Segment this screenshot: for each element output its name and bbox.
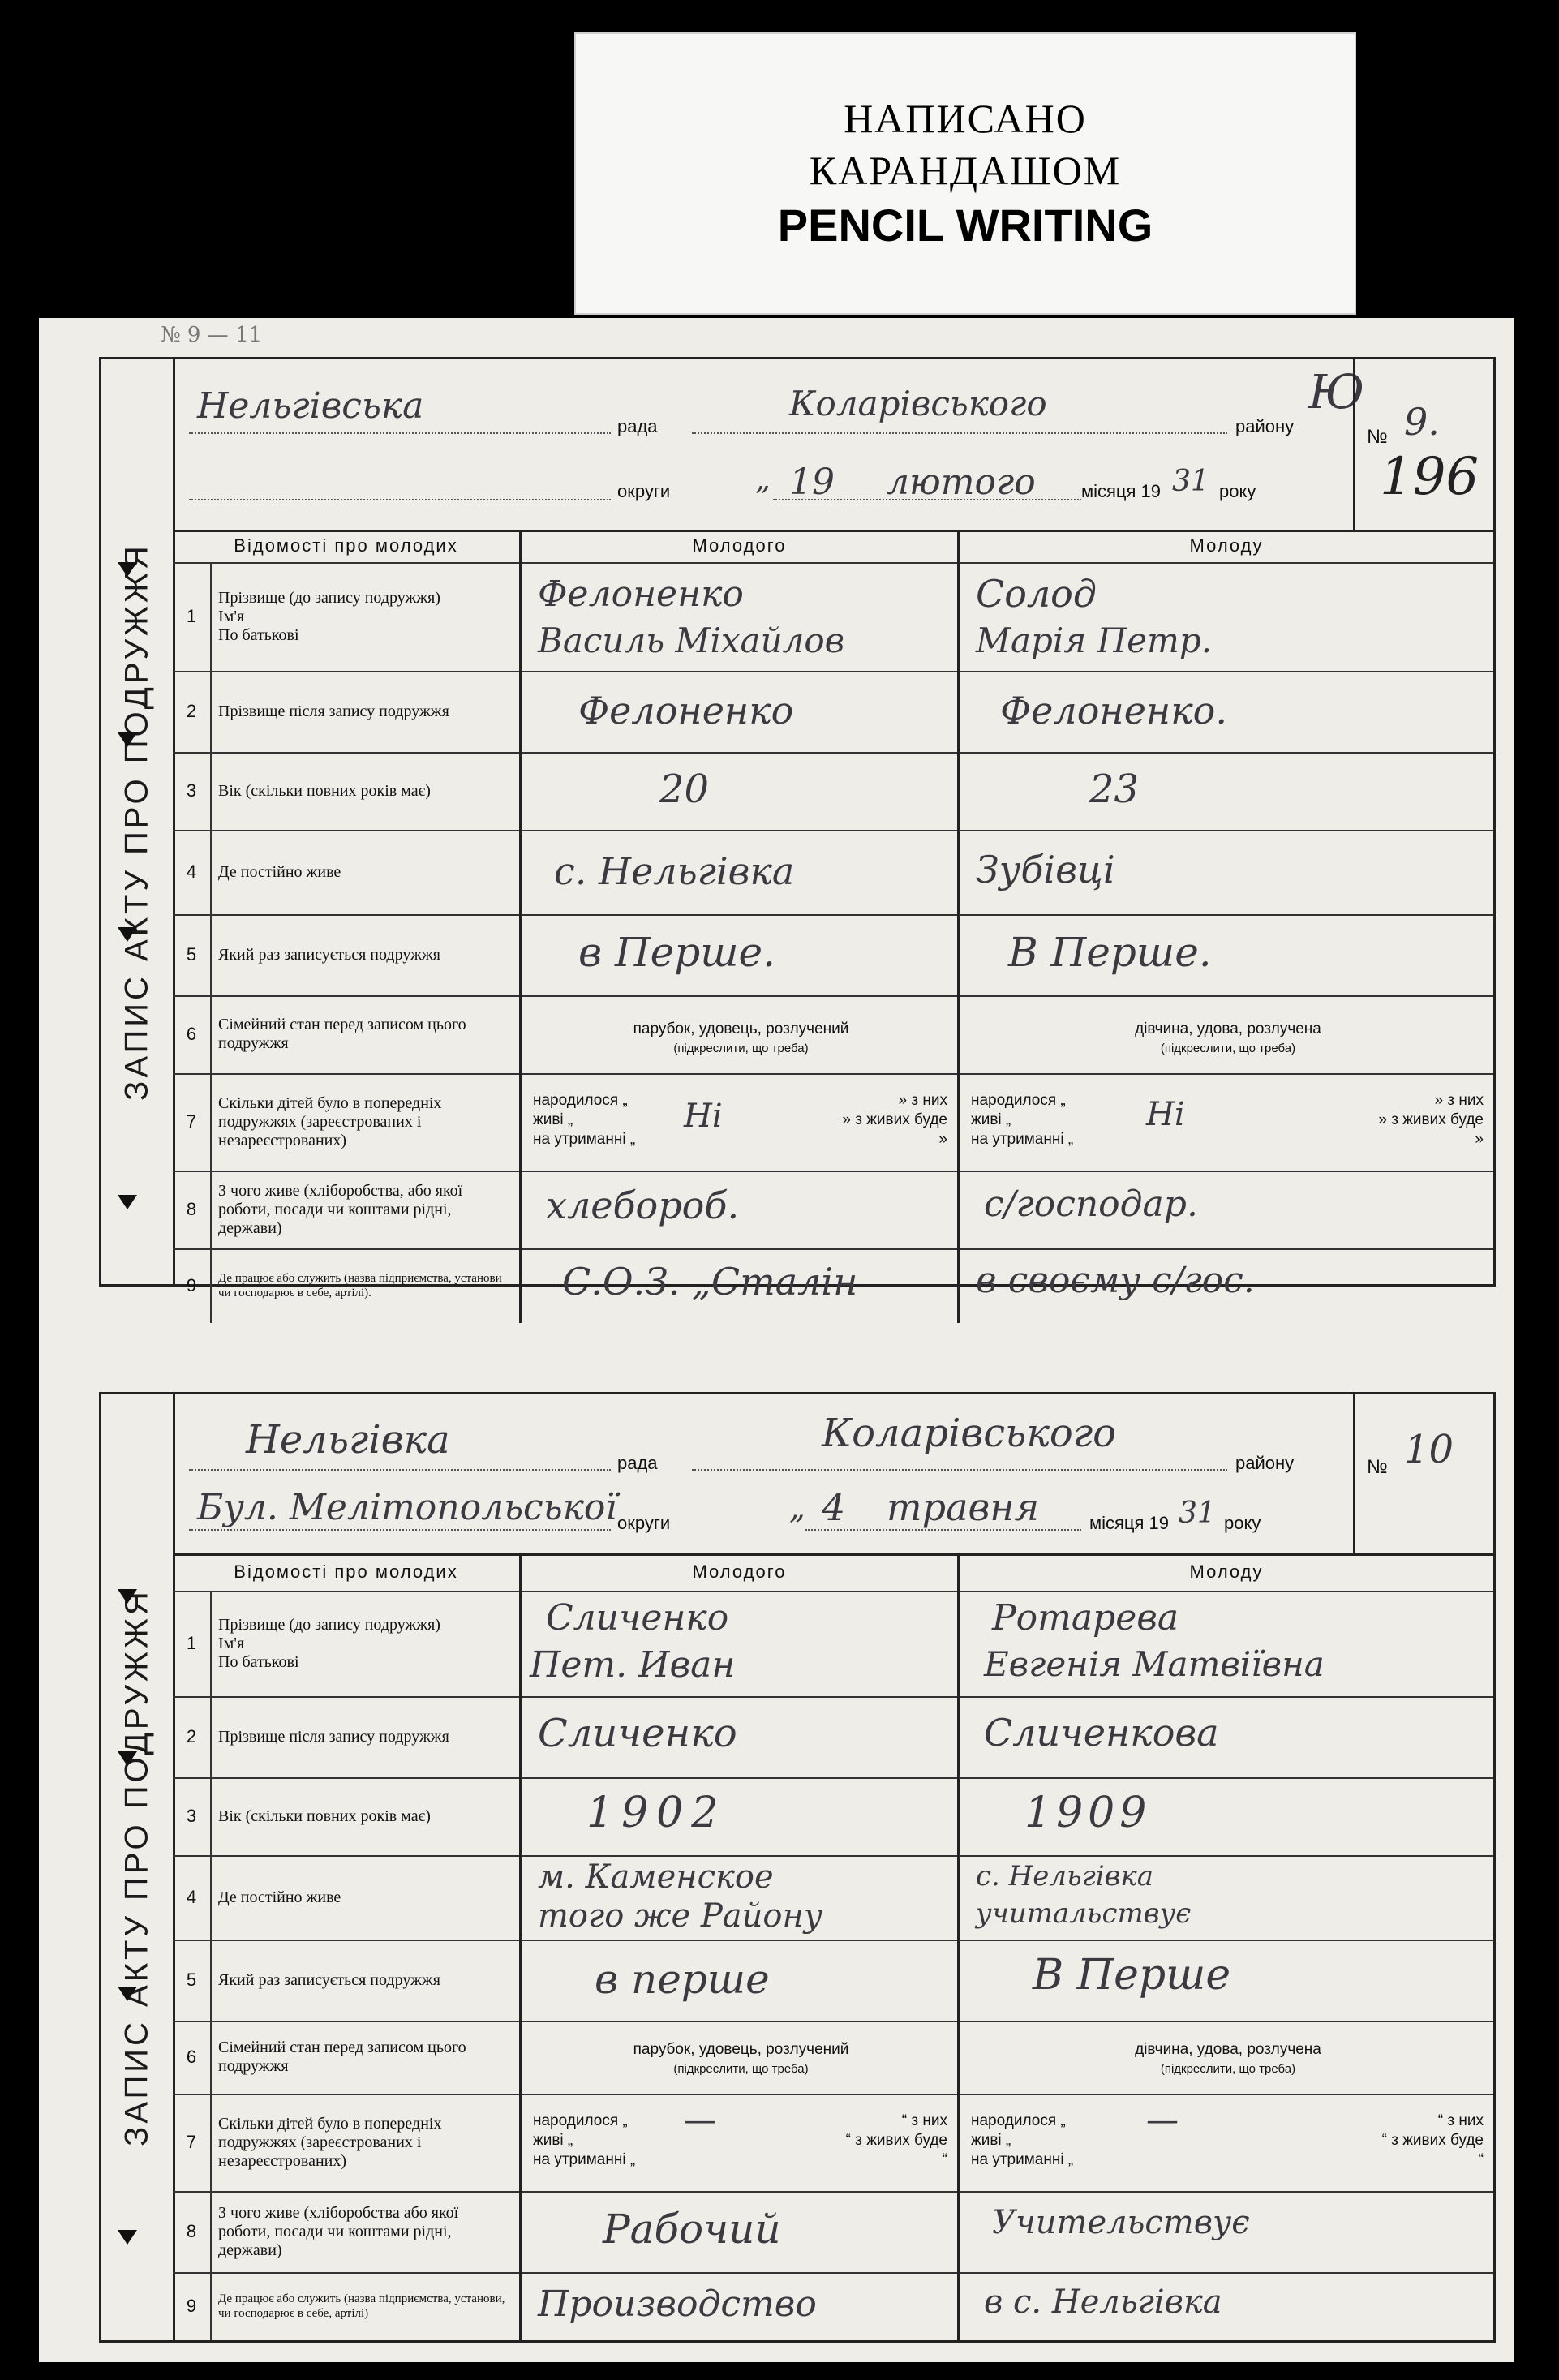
groom-surname: Фелоненко — [538, 574, 744, 615]
row-number: 5 — [173, 1940, 212, 2021]
groom-value: в Перше. — [578, 929, 776, 976]
groom-status-note: (підкреслити, що треба) — [673, 2062, 809, 2076]
month-label: місяця 19 — [1081, 481, 1162, 501]
label-line-2: КАРАНДАШОМ — [809, 148, 1122, 193]
row-label: Де постійно живе — [212, 830, 522, 914]
row-label: Вік (скільки повних років має) — [212, 1777, 522, 1855]
record-1-table — [173, 530, 1493, 1304]
punch-mark — [118, 1987, 137, 2001]
label-line-1: НАПИСАНО — [844, 96, 1087, 141]
record-number-box — [1353, 359, 1493, 530]
bride-status-note: (підкреслити, що треба) — [1160, 2062, 1296, 2076]
table-row — [173, 914, 1493, 997]
side-title-text: ЗАПИС АКТУ ПРО ПОДРУЖЖЯ — [118, 543, 155, 1101]
archive-label-card — [574, 32, 1356, 315]
bride-value: в с. Нельгівка — [984, 2283, 1222, 2321]
table-row — [173, 562, 1493, 672]
bride-value: В Перше. — [1008, 929, 1212, 976]
rada-label: рада — [617, 416, 658, 436]
col-info-header: Відомості про молодих — [173, 1553, 522, 1591]
rada-label: рада — [617, 1453, 658, 1473]
groom-value: Фелоненко — [578, 689, 794, 732]
bride-value: Сличенкова — [984, 1711, 1219, 1755]
groom-value: Сличенко — [538, 1711, 737, 1756]
col-bride-header: Молоду — [1189, 535, 1264, 556]
row-number: 9 — [173, 1248, 212, 1323]
record-number-box — [1353, 1394, 1493, 1553]
date-day: 4 — [822, 1485, 846, 1529]
bride-surname: Солод — [976, 572, 1097, 616]
date-quote: „ — [789, 1490, 805, 1526]
marriage-record-1 — [99, 357, 1496, 1304]
bride-value: с/господар. — [984, 1184, 1198, 1225]
groom-residence-line1: м. Каменское — [538, 1858, 774, 1896]
groom-residence-line2: того же Району — [538, 1897, 823, 1935]
row-label: Прізвище після запису подружжя — [212, 671, 522, 752]
row-label: Прізвище після запису подружжя — [212, 1696, 522, 1777]
punch-mark — [118, 2230, 137, 2245]
record-number: 9. — [1404, 400, 1440, 444]
row-number: 2 — [173, 671, 212, 752]
bride-surname: Ротарева — [992, 1597, 1179, 1639]
row-label: З чого живе (хліборобства, або якої роботи, посади чи коштами рідні, держави) — [212, 1171, 522, 1248]
table-row — [173, 1777, 1493, 1857]
col-groom-header: Молодого — [522, 1553, 960, 1591]
table-header-row — [173, 530, 1493, 564]
row-label: Прізвище (до запису подружжя) Ім'я По батькові — [212, 1591, 522, 1696]
groom-children-value: Ні — [684, 1098, 723, 1135]
raion-label: району — [1235, 416, 1295, 436]
table-header-row — [173, 1553, 1493, 1592]
groom-value: с. Нельгівка — [554, 849, 795, 893]
date-quote: „ — [755, 463, 771, 496]
bride-value: 23 — [1089, 767, 1140, 812]
okrug-label: округи — [617, 481, 671, 501]
okrug-name: Бул. Мелітопольської — [197, 1487, 617, 1528]
month-label: місяця 19 — [1089, 1513, 1170, 1533]
bride-value: В Перше — [1033, 1951, 1231, 2000]
table-row: 7 Скільки дітей було в попередніх подружжях (зареєстрованих і незареєстрованих) народилося „ живі „ на утриманні „ » з них » з живих буде » Ні народилося „ живі „ на утриманні „ » з них » з живих буде » Ні — [173, 1073, 1493, 1172]
okrug-label: округи — [617, 1513, 671, 1533]
groom-value: Производство — [538, 2283, 817, 2325]
groom-value: в перше — [595, 1956, 770, 2003]
punch-mark — [118, 927, 137, 942]
rada-name: Нельгівська — [197, 385, 424, 427]
groom-value: 20 — [659, 767, 710, 812]
bride-name-patronymic: Марія Петр. — [976, 621, 1213, 660]
groom-status-options: парубок, удовець, розлучений — [633, 1020, 849, 1037]
corner-mark: Ю — [1308, 364, 1365, 419]
date-day: 19 — [789, 462, 835, 503]
year-suffix: 31 — [1172, 465, 1209, 498]
row-label: Де працює або служить (назва підприємства, установи, чи господарює в себе, артілі) — [212, 2272, 522, 2340]
bride-residence-line2: учитальствує — [976, 1897, 1192, 1930]
record-1-header — [173, 359, 1493, 532]
record-number: 10 — [1404, 1427, 1454, 1472]
punch-mark — [118, 1751, 137, 1766]
groom-value: 1902 — [586, 1789, 727, 1837]
row-label: Скільки дітей було в попередніх подружжях (зареєстрованих і незареєстрованих) — [212, 1073, 522, 1171]
record-2-side-title — [101, 1394, 175, 2340]
year-label: року — [1224, 1513, 1261, 1533]
groom-value: хлебороб. — [546, 1184, 740, 1227]
row-label: Вік (скільки повних років має) — [212, 752, 522, 830]
row-label: Де працює або служить (назва підприємства, установи чи господарює в себе, артілі). — [212, 1248, 522, 1323]
col-bride-header: Молоду — [1189, 1562, 1264, 1582]
table-row — [173, 1171, 1493, 1250]
row-label: Який раз записується подружжя — [212, 1940, 522, 2021]
number-label: № — [1367, 426, 1388, 448]
raion-name: Коларівського — [822, 1411, 1116, 1456]
date-month: травня — [887, 1485, 1040, 1529]
row-number: 8 — [173, 1171, 212, 1248]
row-number: 2 — [173, 1696, 212, 1777]
row-number: 7 — [173, 1073, 212, 1171]
label-line-3: PENCIL WRITING — [777, 200, 1153, 251]
number-label: № — [1367, 1456, 1388, 1478]
row-label: Сімейний стан перед записом цього подружжя — [212, 995, 522, 1073]
groom-status-options: парубок, удовець, розлучений — [633, 2041, 849, 2058]
table-row: 7 Скільки дітей було в попередніх подружжях (зареєстрованих і незареєстрованих) народилося „ живі „ на утриманні „ “ з них “ з живих буде “ — народилося „ живі „ на утриманні „ “ з них “ з живих буде “ — — [173, 2094, 1493, 2193]
year-label: року — [1219, 481, 1256, 501]
row-number: 6 — [173, 2021, 212, 2094]
bride-status-options: дівчина, удова, розлучена — [1135, 1020, 1321, 1037]
row-number: 1 — [173, 562, 212, 671]
bride-status-options: дівчина, удова, розлучена — [1135, 2041, 1321, 2058]
row-label: Який раз записується подружжя — [212, 914, 522, 995]
row-label: З чого живе (хліборобства або якої роботи, посади чи коштами рідні, держави) — [212, 2191, 522, 2272]
bride-value: Фелоненко. — [1000, 689, 1227, 732]
row-label: Сімейний стан перед записом цього подружжя — [212, 2021, 522, 2094]
table-row — [173, 1696, 1493, 1779]
groom-name-patronymic: Василь Міхайлов — [538, 621, 845, 660]
table-row — [173, 2021, 1493, 2095]
table-row — [173, 830, 1493, 916]
side-title-text: ЗАПИС АКТУ ПРО ПОДРУЖЖЯ — [118, 1588, 155, 2146]
punch-mark — [118, 562, 137, 577]
marriage-record-2 — [99, 1392, 1496, 2343]
bride-status-note: (підкреслити, що треба) — [1160, 1042, 1296, 1055]
table-row — [173, 1591, 1493, 1698]
bride-children-value: Ні — [1146, 1096, 1185, 1133]
row-label: Прізвище (до запису подружжя) Ім'я По батькові — [212, 562, 522, 671]
col-info-header: Відомості про молодих — [173, 530, 522, 562]
bride-residence-line1: с. Нельгівка — [976, 1860, 1154, 1892]
raion-label: району — [1235, 1453, 1295, 1473]
row-number: 4 — [173, 1855, 212, 1940]
record-2-header — [173, 1394, 1493, 1556]
date-month: лютого — [887, 462, 1036, 503]
table-row — [173, 752, 1493, 831]
row-number: 7 — [173, 2094, 212, 2191]
punch-mark — [118, 1195, 137, 1209]
row-number: 5 — [173, 914, 212, 995]
row-number: 3 — [173, 752, 212, 830]
record-2-table — [173, 1553, 1493, 2340]
punch-mark — [118, 732, 137, 747]
record-1-side-title — [101, 359, 175, 1284]
bride-value: 1909 — [1024, 1789, 1152, 1837]
row-number: 1 — [173, 1591, 212, 1696]
punch-mark — [118, 1589, 137, 1604]
groom-children-value: — — [684, 2102, 716, 2139]
row-number: 4 — [173, 830, 212, 914]
bride-value: в своєму с/гос. — [976, 1260, 1255, 1301]
table-row — [173, 1940, 1493, 2022]
row-number: 3 — [173, 1777, 212, 1855]
bride-children-value: — — [1146, 2102, 1179, 2139]
row-number: 6 — [173, 995, 212, 1073]
bride-value: Зубівці — [976, 848, 1115, 891]
row-label: Скільки дітей було в попередніх подружжях (зареєстрованих і незареєстрованих) — [212, 2094, 522, 2191]
row-number: 8 — [173, 2191, 212, 2272]
groom-status-note: (підкреслити, що треба) — [673, 1042, 809, 1055]
year-suffix: 31 — [1179, 1497, 1216, 1530]
row-label: Де постійно живе — [212, 1855, 522, 1940]
rada-name: Нельгівка — [246, 1417, 450, 1463]
bride-name-patronymic: Евгенія Матвіївна — [984, 1644, 1325, 1684]
table-row — [173, 1855, 1493, 1941]
groom-value: Рабочий — [603, 2206, 781, 2253]
document-page — [39, 318, 1514, 2362]
groom-name-patronymic: Пет. Иван — [530, 1644, 736, 1686]
bride-value: Учительствує — [992, 2204, 1250, 2241]
col-groom-header: Молодого — [522, 530, 960, 562]
groom-value: С.О.З. „Сталін — [562, 1260, 858, 1304]
top-scrawl: № 9 — 11 — [161, 323, 263, 347]
table-row — [173, 2191, 1493, 2274]
table-row — [173, 995, 1493, 1075]
table-row — [173, 671, 1493, 754]
table-row — [173, 1248, 1493, 1323]
table-row — [173, 2272, 1493, 2340]
record-number-extra: 196 — [1380, 447, 1480, 507]
groom-surname: Сличенко — [546, 1597, 729, 1639]
row-number: 9 — [173, 2272, 212, 2340]
raion-name: Коларівського — [789, 384, 1047, 423]
